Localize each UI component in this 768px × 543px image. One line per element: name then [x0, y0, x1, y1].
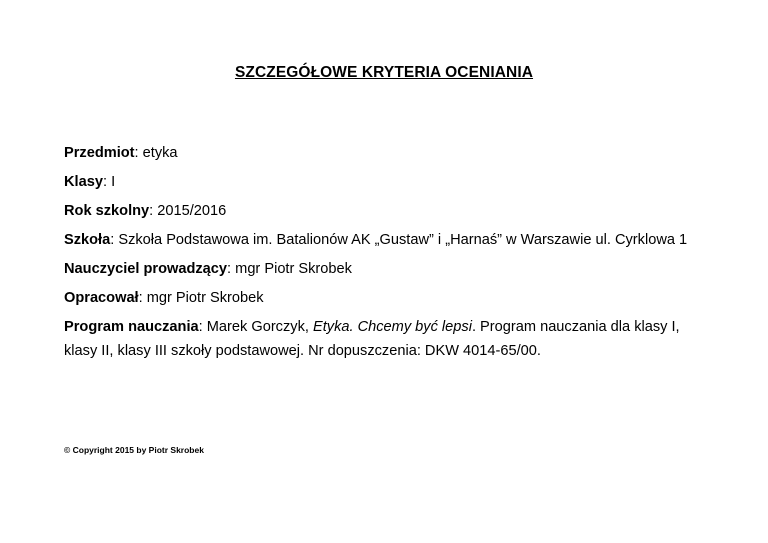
field-school-year: [64, 199, 714, 223]
separator: :: [138, 290, 147, 306]
field-classes-label: Klasy: [64, 174, 103, 190]
field-school-value: Szkoła Podstawowa im. Batalionów AK „Gustaw” i „Harnaś” w Warszawie ul. Cyrklowa 1: [118, 232, 688, 248]
field-subject: [64, 141, 714, 165]
field-prepared-by-label: Opracował: [64, 290, 139, 306]
field-program: [64, 315, 714, 363]
field-prepared-by: [64, 286, 714, 310]
copyright-notice: © Copyright 2015 by Piotr Skrobek: [64, 445, 204, 455]
field-school-label: Szkoła: [64, 232, 111, 248]
field-classes: [64, 170, 714, 194]
separator: :: [110, 232, 119, 248]
field-program-label: Program nauczania: [64, 319, 199, 335]
separator: :: [149, 203, 158, 219]
field-program-book-title: Etyka. Chcemy być lepsi: [312, 319, 472, 335]
field-subject-label: Przedmiot: [64, 145, 135, 161]
separator: :: [198, 319, 207, 335]
field-teacher-label: Nauczyciel prowadzący: [64, 261, 228, 277]
field-school: [64, 228, 714, 252]
field-teacher: [64, 257, 714, 281]
field-school-year-label: Rok szkolny: [64, 203, 150, 219]
field-program-value-before: Marek Gorczyk,: [206, 319, 313, 335]
field-subject-value: etyka: [142, 145, 178, 161]
document-fields: [64, 141, 714, 368]
document-title: SZCZEGÓŁOWE KRYTERIA OCENIANIA: [234, 64, 534, 81]
field-program-value-after: . Program nauczania dla klasy I, klasy II, klasy III szkoły podstawowej. Nr dopuszczenia: DKW 4014-65/00.: [64, 319, 680, 359]
separator: :: [134, 145, 143, 161]
separator: :: [102, 174, 112, 190]
separator: :: [227, 261, 236, 277]
field-prepared-by-value: mgr Piotr Skrobek: [146, 290, 264, 306]
field-teacher-value: mgr Piotr Skrobek: [235, 261, 352, 277]
field-school-year-value: 2015/2016: [157, 203, 227, 219]
field-classes-value: I: [111, 174, 116, 190]
